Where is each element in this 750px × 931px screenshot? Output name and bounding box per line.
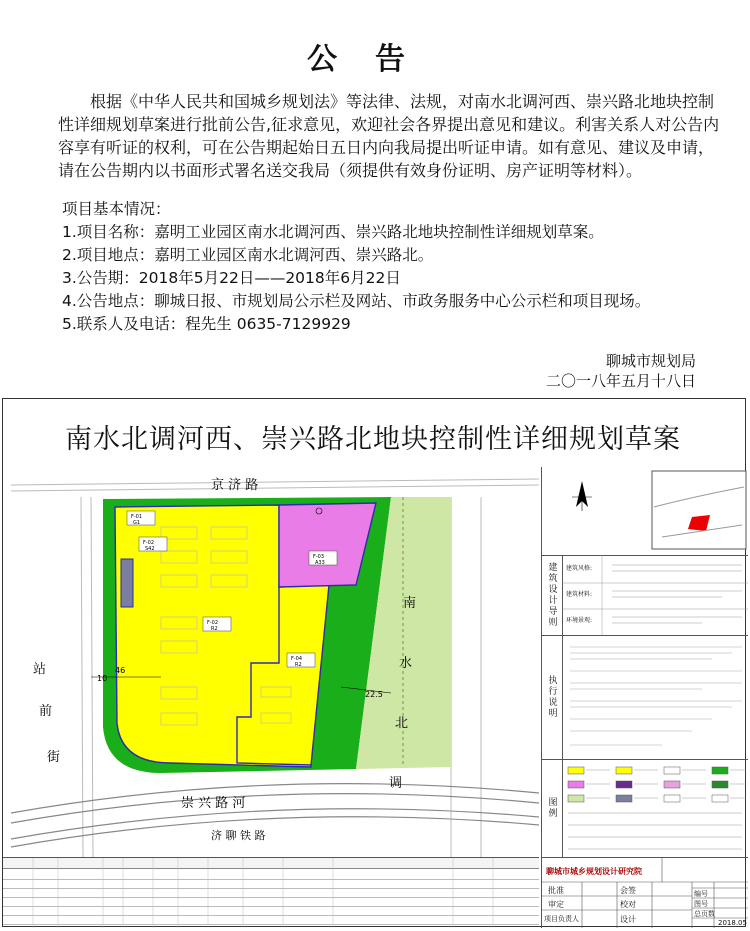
info-item: 1.项目名称：嘉明工业园区南水北调河西、崇兴路北地块控制性详细规划草案。: [62, 223, 604, 241]
location-area: [542, 467, 748, 556]
control-index-table: [3, 857, 539, 928]
legend-swatches: [542, 759, 748, 857]
info-item: 2.项目地点：嘉明工业园区南水北调河西、崇兴路北。: [62, 246, 434, 264]
parcel-code: F-04: [291, 656, 303, 662]
tb-cell: 校对: [620, 900, 636, 909]
guide-row: 建筑材料:: [566, 591, 593, 598]
tb-cell: 批准: [548, 886, 564, 895]
guide-row: 建筑风格:: [566, 565, 593, 572]
tb-cell: 设计: [620, 915, 636, 924]
road-top: 京 济 路: [211, 478, 259, 493]
site-map: [11, 467, 539, 857]
road-right-3: 北: [395, 716, 409, 731]
side-panel: [541, 467, 748, 857]
road-left-2: 前: [39, 704, 53, 719]
guide-row: 环境景观:: [566, 617, 593, 624]
tb-cell: 会签: [620, 886, 636, 895]
table-grid: [3, 858, 539, 928]
road-left-3: 街: [47, 750, 61, 765]
exec-lines: [542, 635, 748, 759]
road-left-1: 站: [33, 662, 47, 677]
parcel-code: F-01: [131, 514, 143, 520]
road-right-4: 调: [389, 776, 403, 791]
parcel-use: R2: [295, 662, 302, 668]
info-heading: 项目基本情况：: [62, 200, 171, 218]
road-bottom: 崇 兴 路 河: [181, 796, 246, 811]
exec-notes: [542, 635, 748, 760]
road-right-1: 南: [403, 596, 417, 611]
location-svg: [542, 467, 748, 555]
info-item: 4.公告地点：聊城日报、市规划局公示栏及网站、市政务服务中心公示栏和项目现场。: [62, 292, 651, 310]
design-guide: [542, 555, 748, 636]
parcel-code: F-02: [207, 620, 219, 626]
parcel-use: G1: [133, 520, 141, 526]
parcel-use: R2: [211, 626, 218, 632]
dim-label: 10: [97, 674, 108, 683]
dim-label: 46: [115, 666, 126, 675]
plan-drawing: [2, 398, 746, 927]
tb-cell: 审定: [548, 900, 564, 909]
legend: [542, 759, 748, 857]
signer: 聊城市规划局: [605, 352, 696, 370]
design-org: 聊城市城乡规划设计研究院: [546, 867, 642, 876]
parcel-code: F-02: [143, 540, 155, 546]
dim-label: 22.5: [365, 690, 383, 699]
project-info: [62, 198, 650, 336]
title-block: [541, 857, 748, 928]
plan-title: 南水北调河西、崇兴路北地块控制性详细规划草案: [65, 424, 681, 455]
tb-cell: 项目负责人: [544, 915, 579, 923]
info-item: 3.公告期：2018年5月22日——2018年6月22日: [62, 269, 401, 287]
utility-parcel: [121, 559, 133, 607]
road-right-2: 水: [399, 656, 413, 671]
rail-name: 济 聊 铁 路: [211, 829, 266, 842]
notice-title: 公告: [307, 42, 443, 77]
guide-label: 建筑设计导则: [542, 555, 563, 635]
sign-date: 二〇一八年五月十八日: [545, 372, 696, 390]
tb-cell: 编号: [694, 890, 708, 898]
site-map-svg: [11, 467, 539, 857]
info-item: 5.联系人及电话：程先生 0635-7129929: [62, 315, 351, 333]
tb-cell: 图号: [694, 900, 708, 908]
legend-label: 图例: [542, 759, 563, 857]
guide-lines: [542, 555, 748, 635]
exec-label: 执行说明: [542, 635, 563, 759]
parcel-code: F-03: [313, 554, 325, 560]
notice-paragraph: 根据《中华人民共和国城乡规划法》等法律、法规，对南水北调河西、崇兴路北地块控制性详细规划草案进行批前公告,征求意见，欢迎社会各界提出意见和建议。利害关系人对公告内容享有听证的权利，可在公告期起始日五日内向我局提出听证申请。如有意见、建议及申请，请在公告期内以书面形式署名送交我局（须提供有效身份证明、房产证明等材料）。: [58, 92, 720, 180]
parcel-use: S42: [145, 546, 155, 552]
signature-block: [546, 351, 696, 391]
tb-year: 2018.05: [718, 919, 747, 927]
parcel-use: A33: [315, 560, 325, 566]
tb-cell: 总页数: [694, 910, 715, 918]
